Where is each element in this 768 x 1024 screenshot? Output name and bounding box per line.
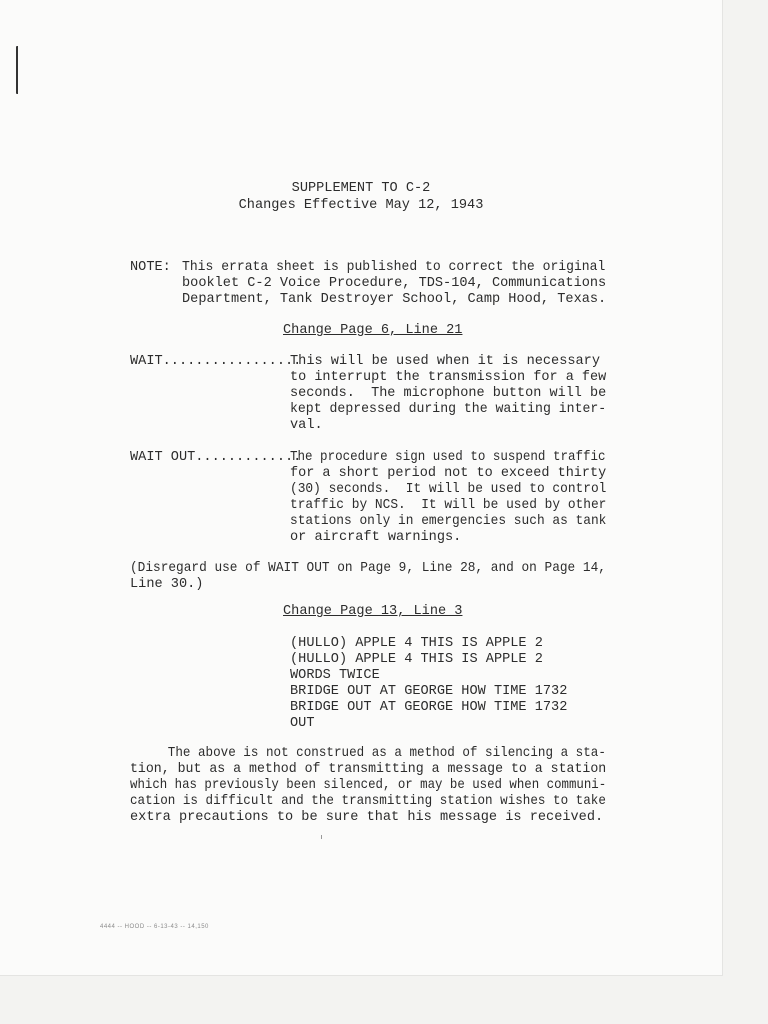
change-heading-page-6: Change Page 6, Line 21	[283, 323, 463, 338]
example-line: (HULLO) APPLE 4 THIS IS APPLE 2	[290, 652, 543, 667]
example-line: (HULLO) APPLE 4 THIS IS APPLE 2	[290, 636, 543, 651]
wait-out-term: WAIT OUT.............	[130, 450, 302, 465]
document-title: SUPPLEMENT TO C-2	[291, 181, 431, 196]
wait-out-definition-line: for a short period not to exceed thirty	[290, 466, 607, 481]
closing-paragraph-line: extra precautions to be sure that his message is received.	[130, 810, 604, 825]
wait-out-definition-line: or aircraft warnings.	[290, 530, 462, 545]
document-subtitle: Changes Effective May 12, 1943	[238, 198, 484, 213]
wait-term: WAIT.................	[130, 354, 302, 369]
example-line: WORDS TWICE	[290, 668, 380, 683]
paper-speck	[321, 835, 322, 839]
wait-definition-line: seconds. The microphone button will be	[290, 386, 607, 401]
wait-out-definition-line: The procedure sign used to suspend traffic	[290, 450, 606, 465]
example-line: BRIDGE OUT AT GEORGE HOW TIME 1732	[290, 700, 568, 715]
note-line: This errata sheet is published to correct the original	[182, 260, 606, 275]
wait-definition-line: to interrupt the transmission for a few	[290, 370, 607, 385]
closing-paragraph-line: cation is difficult and the transmitting station wishes to take	[130, 794, 606, 809]
print-code: 4444 -- HOOD -- 6-13-43 -- 14,150	[100, 924, 209, 930]
wait-out-definition-line: (30) seconds. It will be used to control	[290, 482, 607, 497]
disregard-note-line: (Disregard use of WAIT OUT on Page 9, Line 28, and on Page 14,	[130, 561, 606, 576]
disregard-note-line: Line 30.)	[130, 577, 204, 592]
note-line: Department, Tank Destroyer School, Camp Hood, Texas.	[182, 292, 607, 307]
closing-paragraph-line: The above is not construed as a method of silencing a sta-	[130, 746, 606, 761]
wait-out-definition-line: stations only in emergencies such as tank	[290, 514, 607, 529]
binder-hole-mark	[16, 46, 22, 94]
note-line: booklet C-2 Voice Procedure, TDS-104, Communications	[182, 276, 607, 291]
note-label: NOTE:	[130, 260, 171, 275]
closing-paragraph-line: which has previously been silenced, or may be used when communi-	[130, 778, 607, 793]
wait-definition-line: kept depressed during the waiting inter-	[290, 402, 607, 417]
example-line: BRIDGE OUT AT GEORGE HOW TIME 1732	[290, 684, 568, 699]
example-line: OUT	[290, 716, 315, 731]
closing-paragraph-line: tion, but as a method of transmitting a message to a station	[130, 762, 607, 777]
wait-definition-line: This will be used when it is necessary	[290, 354, 600, 369]
wait-definition-line: val.	[290, 418, 323, 433]
change-heading-page-13: Change Page 13, Line 3	[283, 604, 463, 619]
wait-out-definition-line: traffic by NCS. It will be used by other	[290, 498, 607, 513]
